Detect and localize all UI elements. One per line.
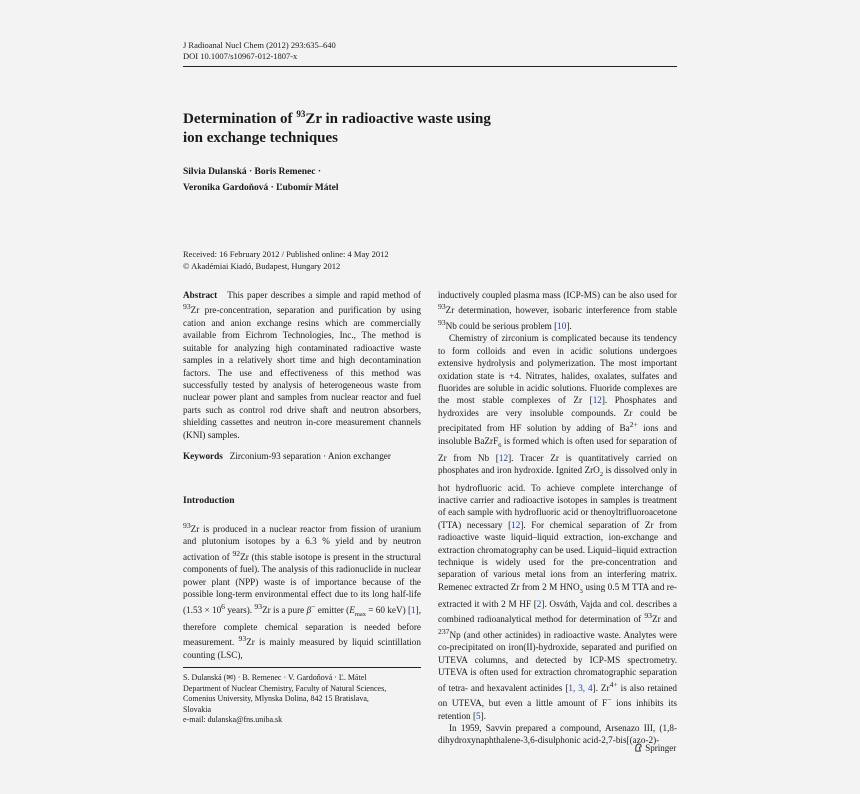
footnote-country: Slovakia [183,704,211,714]
footnote-department: Department of Nuclear Chemistry, Faculty of Natural Sciences, [183,683,387,693]
abstract-label: Abstract [183,290,218,300]
title-part-1: Determination of [183,111,297,127]
introduction-text: $^{93}$Zr is produced in a nuclear reactor from fission of uranium and plutonium isotopes by a 6.3 % yield and by neutron activation of $^{92}$Zr (this stable isotope is present in the structural components of fuel). The analysis of this radionuclide in nuclear power plant (NPP) waste is of importance because of the possible long-term environmental effect due to its long half-life ($1.53 \times 10^6$ years). $^{93}$Zr is a pure β− emitter ($E_{max} = 60$ keV) [1], therefore complete chemical separation is needed before measurement. $^{93}$Zr is mainly measured by liquid scintillation counting (LSC), [183,521,421,660]
introduction-body [183,520,421,661]
footnote-university: Comenius University, Mlynska Dolina, 842 15 Bratislava, [183,694,369,704]
authors-line-2: Veronika Gardoňová · Ľubomír Mátel [183,183,339,193]
title-part-2: Zr in radioactive waste using [305,111,491,127]
title-superscript: 93 [296,109,306,119]
right-paragraph-2: Chemistry of zirconium is complicated because its tendency to form colloids and even in acidic solutions undergoes extensive hydrolysis and polymerization. The most important oxidation state is +4. Nitrates, halides, oxalates, sulfates and fluorides are soluble in acidic solutions. Fluoride complexes are the most stable complexes of Zr [12]. Phosphates and hydroxides are very insoluble compounds. Zr could be precipitated from HF solution by adding of $Ba^{2+}$ ions and insoluble BaZrF$_6$ is formed which is often used for separation of Zr from Nb [12]. Tracer Zr is quantitatively carried on phosphates and iron hydroxide. Ignited ZrO$_2$ is dissolved only in hot hydrofluoric acid. To achieve complete interchange of inactive carrier and radioactive isotopes in samples is treatment of each sample with hydrofluoric acid or thenoyltrifluoroacetone (TTA) necessary [12]. For chemical separation of Zr from radioactive waste liquid–liquid extraction, ion-exchange and extraction chromatography can be used. Liquid–liquid extraction technique is widely used for the pre-concentration and separation of various metal ions from an interfering matrix. Remenec extracted Zr from 2 M $HNO_3$ using 0.5 M TTA and re-extracted it with 2 M HF [2]. Osváth, Vajda and col. describes a combined radioanalytical method for determination of $^{93}$Zr and $^{237}$Np (and other actinides) in radioactive waste. Analytes were co-precipitated on iron(II)-hydroxide, separated and purified on UTEVA columns, and detected by ICP-MS spectrometry. UTEVA is often used for extraction chromatographic separation of tetra- and hexavalent actinides [1, 3, 4]. $Zr^{4+}$ is also retained on UTEVA, but even a little amount of F− ions inhibits its retention [5]. [438,333,678,721]
paper-title [183,110,583,148]
keywords [183,450,421,462]
journal-citation: J Radioanal Nucl Chem (2012) 293:635–640 [183,40,336,50]
keywords-label: Keywords [183,451,223,461]
right-paragraph-1: inductively coupled plasma mass (ICP-MS) can be also used for $^{93}$Zr determination, however, isobaric interference from stable $^{93}$Nb could be serious problem [10]. [438,290,677,331]
title-line-2: ion exchange techniques [183,130,339,146]
copyright: © Akadémiai Kiadó, Budapest, Hungary 2012 [183,260,341,271]
received-date: Received: 16 February 2012 / Published online: 4 May 2012 [183,249,389,259]
abstract [183,289,421,441]
footnote-authors: S. Dulanská (✉) · B. Remenec · V. Gardoňová · Ľ. Mátel [183,673,367,682]
affiliation-footnote [183,673,423,726]
author-list [183,164,339,196]
publisher-logo [634,742,676,754]
right-column [438,289,677,747]
abstract-text: This paper describes a simple and rapid method of $^{93}$Zr pre-concentration, separation and purification by using cation and anion exchange resins which are commercially available from Eichrom Technologies, Inc., The method is suitable for analyzing high contaminated radioactive waste samples in a relatively short time and high decontamination factors. The use and effectiveness of this method was successfully tested by analysis of heterogeneous waste from nuclear power plant and samples from nuclear reactor and fuel parts such as control rod drive shaft and neutron absorbers, shielding cassettes and neutron in-core measurement channels (KNI) samples. [183,290,421,440]
authors-line-1: Silvia Dulanská · Boris Remenec · [183,167,322,177]
right-paragraph-3: In 1959, Savvin prepared a compound, Arsenazo III, (1,8-dihydroxynaphthalene-3,6-disulphonic acid-2,7-bis[(azo-2)- [438,722,677,746]
footnote-rule [183,667,421,668]
doi[interactable]: DOI 10.1007/s10967-012-1807-x [183,51,298,61]
introduction-heading: Introduction [183,496,235,506]
article-dates [183,249,389,272]
header-rule [183,66,677,67]
publisher-name: Springer [645,743,677,753]
keywords-text: Zirconium-93 separation · Anion exchanger [229,451,391,461]
footnote-email[interactable]: e-mail: dulanska@fns.uniba.sk [183,715,283,725]
springer-horse-icon [634,743,645,753]
